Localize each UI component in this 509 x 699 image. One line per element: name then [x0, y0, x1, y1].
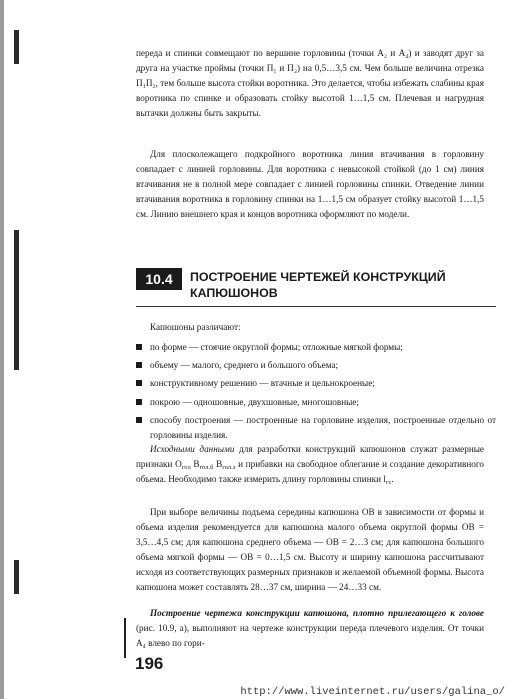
paragraph-2: Для плосколежащего подкройного воротника линия втачивания в горловину совпадает с линией горловины. Для воротника с невысокой стойкой (до 1 см) линия втачивания не в полной мере совпадает с линией горловины спинки. Отведение линии втачивания воротника в горловину спинки на 1…1,5 см образует стойку высотой 1…1,5 см. Линию внешнего края и концов воротника оформляют по модели.	[136, 149, 484, 220]
footer-url: http://www.liveinternet.ru/users/galina_o/	[240, 686, 505, 698]
paragraph-5: Построение чертежа конструкции капюшона, плотно прилегающего к голове (рис. 10.9, а), выполняют на чертеже конструкции переда плечевого изделия. От точки А₄ влево по гори-	[136, 608, 484, 649]
scan-mark-top	[14, 30, 19, 64]
section-rule	[136, 306, 496, 307]
bullet-icon	[136, 344, 142, 350]
list-item: по форме — стоячие округлой формы; отложные мягкой формы;	[136, 340, 496, 355]
list-item: конструктивному решению — втачные и цельнокроеные;	[136, 376, 496, 391]
list-item: объему — малого, среднего и большого объема;	[136, 358, 496, 373]
list-item: покрою — одношовные, двухшовные, многошовные;	[136, 395, 496, 410]
paragraph-1: переда и спинки совмещают по вершине горловины (точки А₂ и А₄) и заводят друг за друга на участке проймы (точки П₁ и П₂) на 0,5…3,5 см. Чем больше величина отрезка П₁П₂, тем больше высота стойки воротника. Это делается, чтобы избежать слабины края воротника по спинке и образовать стойку высотой 1…1,5 см. Плечевая и нагрудная вытачки должны быть закрыты.	[136, 48, 484, 119]
bullet-icon	[136, 362, 142, 368]
bullet-icon	[136, 380, 142, 386]
margin-bar	[124, 618, 126, 658]
bullet-icon	[136, 399, 142, 405]
scan-mark-bottom	[14, 560, 19, 594]
list-intro: Капюшоны различают:	[150, 322, 241, 332]
page-number: 196	[135, 654, 164, 673]
bold-italic-term: Построение чертежа конструкции капюшона, плотно прилегающего к голове	[150, 608, 484, 618]
italic-term: Исходными данными	[150, 444, 235, 454]
bullet-list	[136, 340, 496, 446]
section-title: ПОСТРОЕНИЕ ЧЕРТЕЖЕЙ КОНСТРУКЦИЙ КАПЮШОНОВ	[190, 270, 446, 300]
bullet-icon	[136, 417, 142, 423]
paragraph-3: Исходными данными для разработки конструкций капюшонов служат размерные признаки $О_{гол}$ $В_{гол.б}$ $В_{гол.з}$ и прибавки на свободное облегание и создание декоративного объема. Необходимо также измерить длину горловины спинки $l_{гс}$.	[136, 444, 484, 487]
page-edge	[0, 0, 4, 699]
list-item: способу построения — построенные на горловине изделия, построенные отдельно от горловины изделия.	[136, 413, 496, 443]
section-heading	[136, 268, 496, 306]
section-number: 10.4	[136, 268, 182, 290]
paragraph-4: При выборе величины подъема середины капюшона ОВ в зависимости от формы и объема изделия рекомендуется для капюшона малого объема округлой формы ОВ = 3,5…4,5 см; для капюшона среднего объема — ОВ = 2…3 см; для капюшона большого объема мягкой формы — ОВ = 0…1,5 см. Высоту и ширину капюшона рассчитывают исходя из соответствующих размерных признаков и желаемой объемной формы. Высота капюшона может составлять 28…37 см, ширина — 24…33 см.	[136, 507, 484, 593]
scan-mark-middle	[14, 230, 19, 370]
